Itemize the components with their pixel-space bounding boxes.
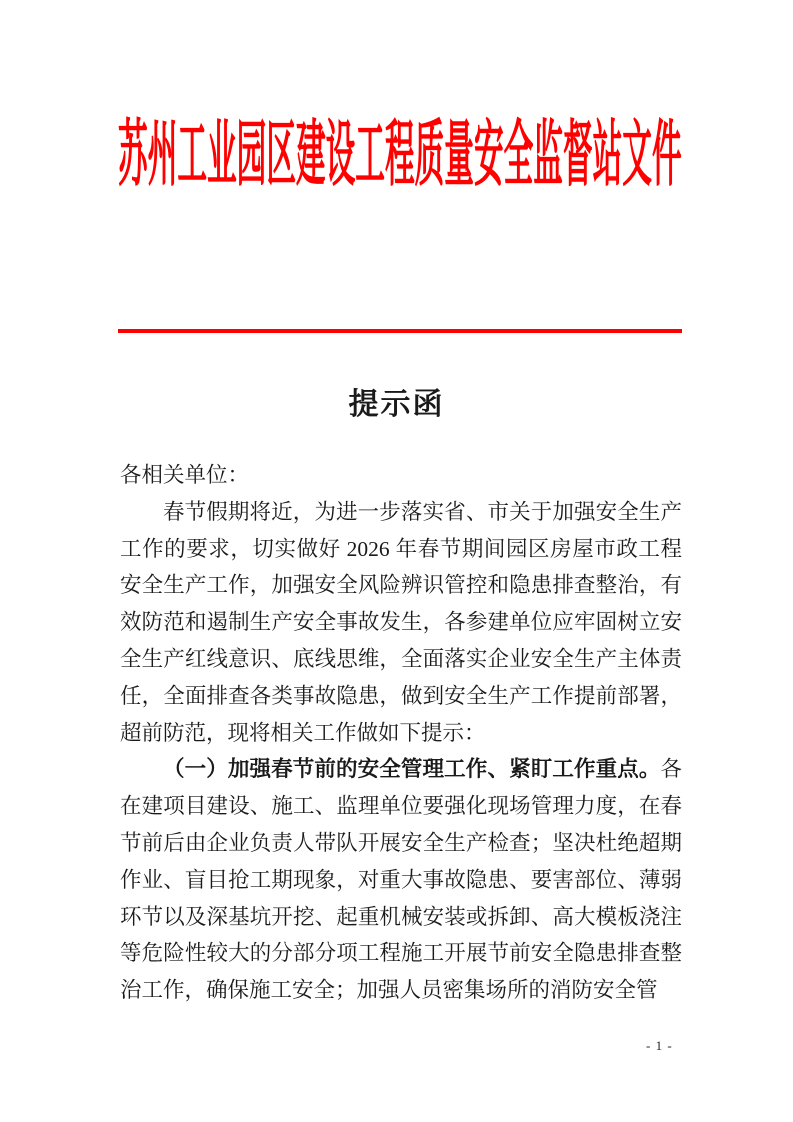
paragraph-item-one-text: 各在建项目建设、施工、监理单位要强化现场管理力度，在春节前后由企业负责人带队开展安全生产检查；坚决杜绝超期作业、盲目抢工期现象，对重大事故隐患、要害部位、薄弱环节以及深基坑开挖、起重机械安装或拆卸、高大模板浇注等危险性较大的分部分项工程施工开展节前安全隐患排查整治工作，确保施工安全；加强人员密集场所的消防安全管 bbox=[120, 757, 682, 1003]
document-body bbox=[120, 457, 682, 1009]
letterhead-banner bbox=[118, 112, 682, 200]
letterhead-title: 苏州工业园区建设工程质量安全监督站文件 bbox=[118, 115, 682, 195]
document-title: 提示函 bbox=[348, 388, 445, 421]
paragraph-opening: 春节假期将近，为进一步落实省、市关于加强安全生产工作的要求，切实做好 2026 年春节期间园区房屋市政工程安全生产工作，加强安全风险辨识管控和隐患排查整治，有效防范和遏制生产安全事故发生，各参建单位应牢固树立安全生产红线意识、底线思维，全面落实企业安全生产主体责任，全面排查各类事故隐患，做到安全生产工作提前部署，超前防范，现将相关工作做如下提示： bbox=[120, 499, 682, 745]
paragraph-item-one bbox=[120, 751, 682, 1009]
salutation: 各相关单位： bbox=[120, 463, 250, 487]
paragraph-item-one-heading: （一）加强春节前的安全管理工作、紧盯工作重点。 bbox=[163, 757, 661, 782]
red-separator-line bbox=[118, 329, 682, 333]
page-number: - 1 - bbox=[646, 1038, 673, 1053]
